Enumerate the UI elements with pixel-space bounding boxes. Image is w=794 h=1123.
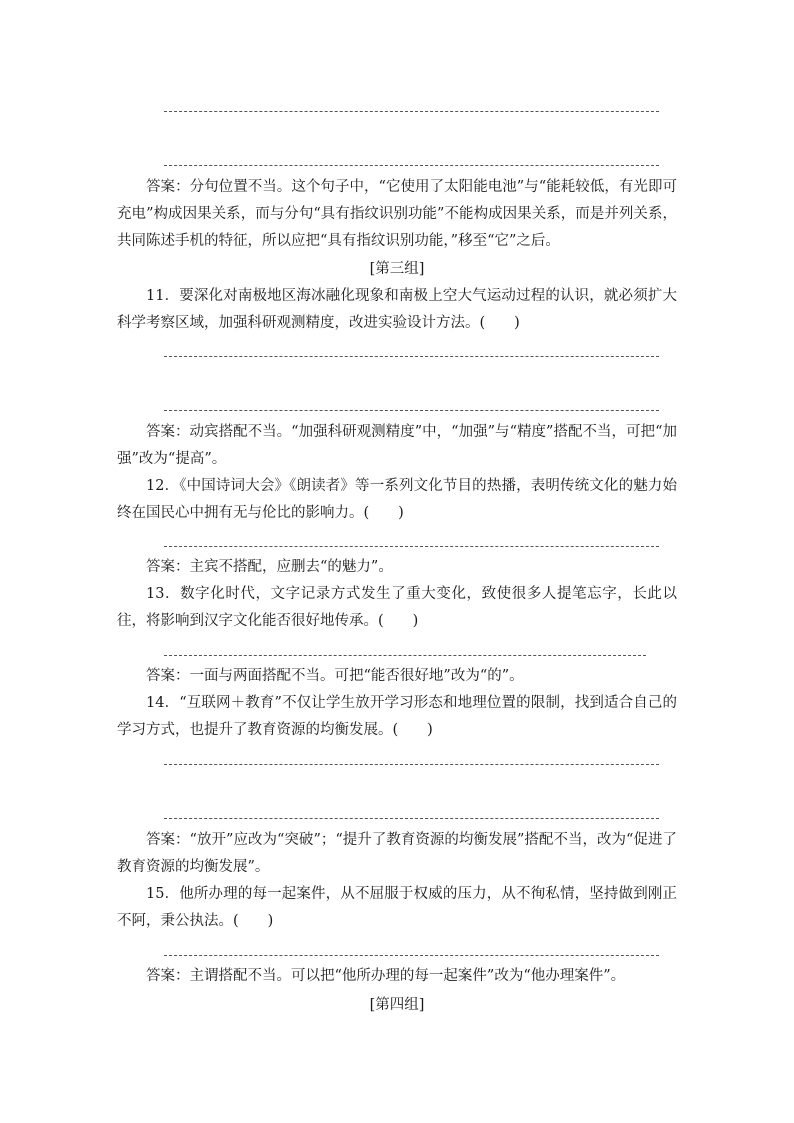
question-13: 13．数字化时代，文字记录方式发生了重大变化，致使很多人提笔忘字，长此以往，将影响到汉字文化能否很好地传承。( ) xyxy=(117,586,677,629)
answer-line xyxy=(164,818,659,819)
question-12: 12．《中国诗词大会》《朗读者》等一系列文化节目的热播，表明传统文化的魅力始终在国民心中拥有无与伦比的影响力。( ) xyxy=(117,478,677,521)
question-15: 15．他所办理的每一起案件，从不屈服于权威的压力，从不徇私情，坚持做到刚正不阿，秉公执法。( ) xyxy=(117,886,677,929)
answer-line xyxy=(164,165,659,166)
answer-13: 答案：一面与两面搭配不当。可把“能否很好地”改为“的”。 xyxy=(146,668,524,684)
answer-line xyxy=(164,356,659,357)
group-three-heading: [第三组] xyxy=(369,261,425,277)
answer-line xyxy=(164,655,646,656)
group-four-heading: [第四组] xyxy=(369,997,425,1013)
answer-15: 答案：主谓搭配不当。可以把“他所办理的每一起案件”改为“他办理案件”。 xyxy=(146,968,626,984)
answer-line xyxy=(164,764,659,765)
question-11: 11．要深化对南极地区海冰融化现象和南极上空大气运动过程的认识，就必须扩大科学考察区域，加强科研观测精度，改进实验设计方法。( ) xyxy=(117,288,677,331)
answer-line xyxy=(164,111,659,112)
answer-12: 答案：主宾不搭配，应删去“的魅力”。 xyxy=(146,559,393,575)
answer-10: 答案：分句位置不当。这个句子中，“它使用了太阳能电池”与“能耗较低，有光即可充电”构成因果关系，而与分句“具有指纹识别功能”不能构成因果关系，而是并列关系，共同陈述手机的特征，所以应把“具有指纹识别功能，”移至“它”之后。 xyxy=(117,179,677,249)
answer-line xyxy=(164,955,659,956)
answer-line xyxy=(164,410,659,411)
answer-14: 答案：“放开”应改为“突破”；“提升了教育资源的均衡发展”搭配不当，改为“促进了教育资源的均衡发展”。 xyxy=(117,832,677,875)
answer-11: 答案：动宾搭配不当。“加强科研观测精度”中，“加强”与“精度”搭配不当，可把“加强”改为“提高”。 xyxy=(117,424,677,467)
answer-line xyxy=(164,546,659,547)
question-14: 14．“互联网＋教育”不仅让学生放开学习形态和地理位置的限制，找到适合自己的学习方式，也提升了教育资源的均衡发展。( ) xyxy=(117,695,677,738)
